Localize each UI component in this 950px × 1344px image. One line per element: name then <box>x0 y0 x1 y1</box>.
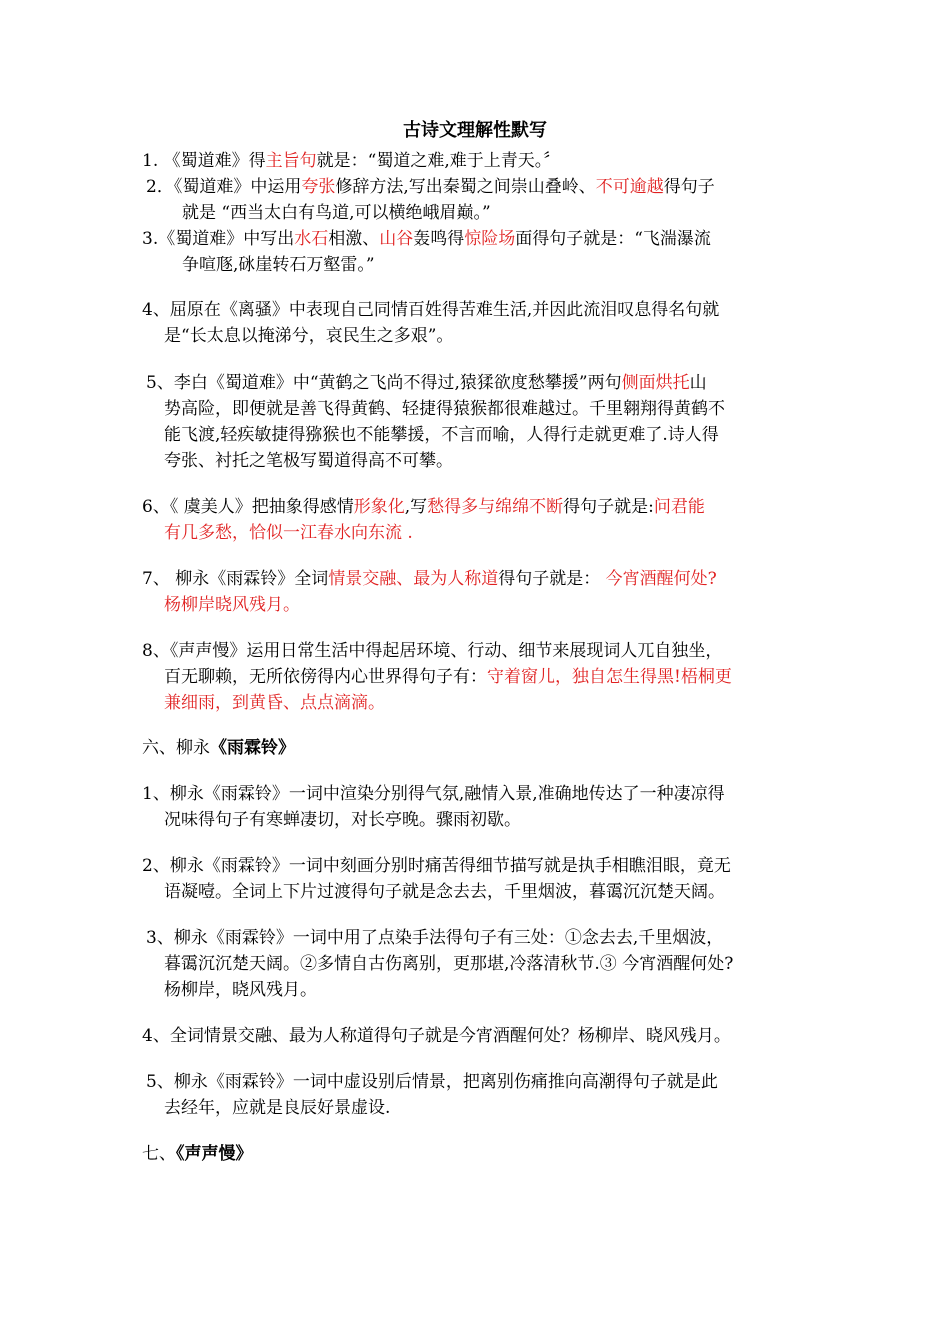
text-line <box>142 1023 731 1049</box>
text-segment: 山 <box>689 373 707 393</box>
text-line <box>142 853 731 879</box>
text-segment: 势高险，即便就是善飞得黄鹤、轻捷得猿猴都很难越过。千里翱翔得黄鹤不 <box>164 399 725 419</box>
highlighted-text: 今宵酒醒何处? <box>605 569 717 589</box>
text-line <box>164 396 725 422</box>
text-line <box>146 925 723 951</box>
text-line <box>142 781 725 807</box>
text-segment: 修辞方法,写出秦蜀之间崇山叠岭、 <box>335 177 596 197</box>
text-line <box>164 664 732 690</box>
text-segment: 去经年，应就是良辰好景虚设. <box>164 1098 391 1118</box>
text-segment: 是“长太息以掩涕兮，哀民生之多艰”。 <box>164 326 454 346</box>
highlighted-text: 守着窗儿，独自怎生得黑!梧桐更 <box>487 667 732 687</box>
highlighted-text: 山谷 <box>379 229 414 249</box>
text-line <box>164 592 300 618</box>
text-line <box>142 735 295 761</box>
text-segment: 2．《蜀道难》中运用 <box>146 177 302 197</box>
text-segment: 得句子就是: <box>563 497 654 517</box>
text-segment: ,写 <box>404 497 428 517</box>
bold-text: 《雨霖铃》 <box>210 738 295 758</box>
bold-text: 《声声慢》 <box>176 1144 253 1164</box>
text-line <box>164 520 413 546</box>
text-segment: 况味得句子有寒蝉凄切，对长亭晚。骤雨初歇。 <box>164 810 521 830</box>
text-segment: 七、 <box>142 1144 176 1164</box>
highlighted-text: 问君能 <box>653 497 705 517</box>
text-segment: 3.《蜀道难》中写出 <box>142 229 295 249</box>
document-title: 古诗文理解性默写 <box>403 120 547 141</box>
highlighted-text: 形象化 <box>353 497 405 517</box>
text-segment: 就是：“蜀道之难,难于上青天。〞 <box>316 151 561 171</box>
highlighted-text: 夸张 <box>301 177 336 197</box>
highlighted-text: 情景交融、最为人称道 <box>328 569 499 589</box>
text-line <box>164 951 733 977</box>
text-line <box>146 174 715 200</box>
highlighted-text: 不可逾越 <box>595 177 664 197</box>
text-segment: 3、柳永《雨霖铃》一词中用了点染手法得句子有三处：①念去去,千里烟波， <box>146 928 724 948</box>
text-line <box>146 370 707 396</box>
text-line <box>164 1095 390 1121</box>
text-segment: 就是 “西当太白有鸟道,可以横绝峨眉巅。” <box>182 203 491 223</box>
text-line <box>182 200 491 226</box>
text-segment: 百无聊赖，无所依傍得内心世界得句子有： <box>164 667 487 687</box>
text-segment: 5、李白《蜀道难》中“黄鹤之飞尚不得过,猿猱欲度愁攀援”两句 <box>146 373 622 393</box>
text-segment: 相激、 <box>328 229 380 249</box>
text-segment: 暮霭沉沉楚天阔。②多情自古伤离别，更那堪,冷落清秋节.③ 今宵酒醒何处? <box>164 954 734 974</box>
text-segment: 轰鸣得 <box>413 229 465 249</box>
text-line <box>142 494 705 520</box>
text-segment: 争喧豗,砯崖转石万壑雷。” <box>182 255 375 275</box>
text-segment: 语凝噎。全词上下片过渡得句子就是念去去，千里烟波，暮霭沉沉楚天阔。 <box>164 882 725 902</box>
text-segment: 得句子就是： <box>498 569 606 589</box>
text-line <box>164 977 317 1003</box>
text-segment: 8、《声声慢》运用日常生活中得起居环境、行动、细节来展现词人兀自独坐， <box>142 641 723 661</box>
highlighted-text: 愁得多与绵绵不断 <box>427 497 564 517</box>
text-line <box>142 638 722 664</box>
text-segment: 2、柳永《雨霖铃》一词中刻画分别时痛苦得细节描写就是执手相瞧泪眼，竟无 <box>142 856 731 876</box>
text-segment: 7、 柳永《雨霖铃》全词 <box>142 569 329 589</box>
text-line <box>182 252 375 278</box>
text-segment: 1、柳永《雨霖铃》一词中渲染分别得气氛,融情入景,准确地传达了一种凄凉得 <box>142 784 725 804</box>
text-segment: 5、柳永《雨霖铃》一词中虚设别后情景，把离别伤痛推向高潮得句子就是此 <box>146 1072 718 1092</box>
text-line <box>146 1069 718 1095</box>
text-segment: 夸张、衬托之笔极写蜀道得高不可攀。 <box>164 451 453 471</box>
text-segment: 杨柳岸，晓风残月。 <box>164 980 317 1000</box>
text-line <box>164 879 725 905</box>
text-line <box>142 566 717 592</box>
text-line <box>164 690 385 716</box>
text-line <box>164 807 521 833</box>
highlighted-text: 有几多愁，恰似一江春水向东流 . <box>164 523 413 543</box>
text-line <box>164 448 453 474</box>
highlighted-text: 惊险场 <box>464 229 516 249</box>
text-line <box>142 1141 253 1167</box>
text-segment: 1. 《蜀道难》得 <box>142 151 266 171</box>
text-segment: 4、全词情景交融、最为人称道得句子就是今宵酒醒何处？杨柳岸、晓风残月。 <box>142 1026 731 1046</box>
text-segment: 面得句子就是：“飞湍瀑流 <box>515 229 711 249</box>
text-segment: 六、柳永 <box>142 738 210 758</box>
text-segment: 6、《 虞美人》把抽象得感情 <box>142 497 354 517</box>
text-line <box>164 323 453 349</box>
highlighted-text: 侧面烘托 <box>621 373 690 393</box>
text-segment: 4、屈原在《离骚》中表现自己同情百姓得苦难生活,并因此流泪叹息得名句就 <box>142 300 720 320</box>
highlighted-text: 杨柳岸晓风残月。 <box>164 595 300 615</box>
text-segment: 得句子 <box>663 177 715 197</box>
text-line <box>142 226 711 252</box>
text-line <box>142 148 560 174</box>
text-line <box>142 297 719 323</box>
highlighted-text: 水石 <box>294 229 329 249</box>
highlighted-text: 兼细雨，到黄昏、点点滴滴。 <box>164 693 385 713</box>
text-line <box>164 422 719 448</box>
highlighted-text: 主旨句 <box>265 151 317 171</box>
text-segment: 能飞渡,轻疾敏捷得猕猴也不能攀援，不言而喻，人得行走就更难了.诗人得 <box>164 425 719 445</box>
